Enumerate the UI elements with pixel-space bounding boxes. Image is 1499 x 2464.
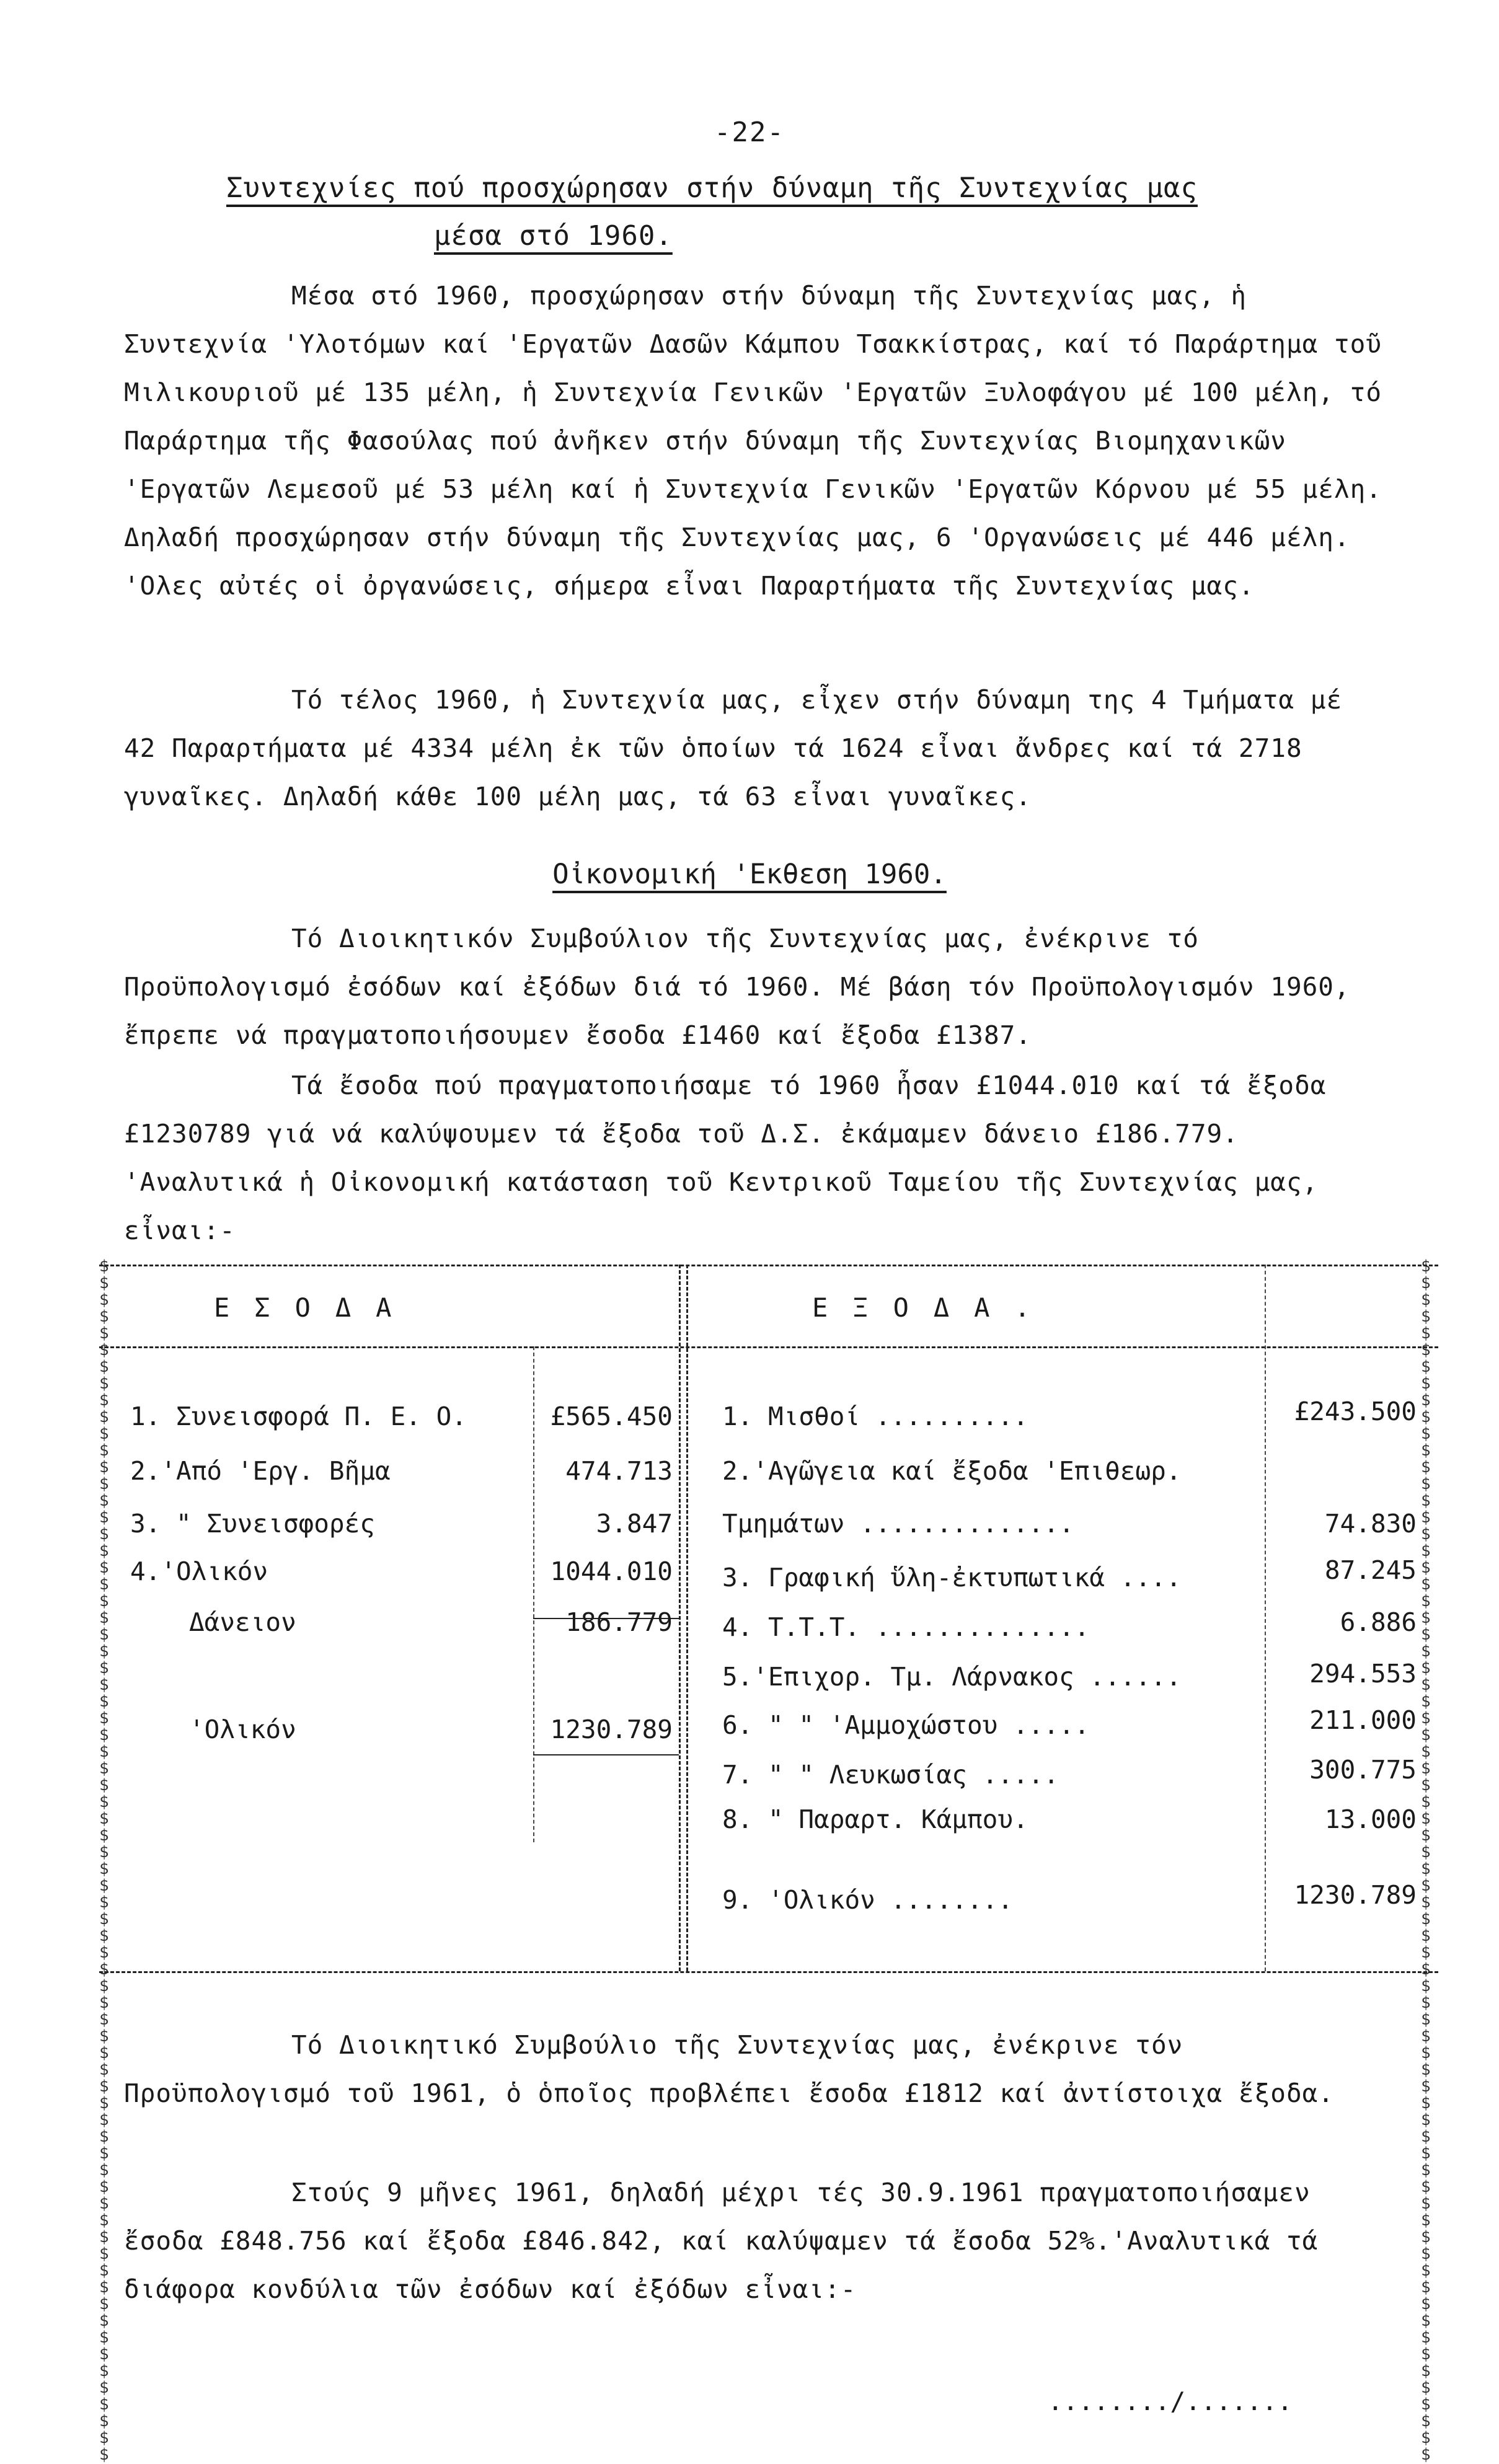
page-number: -22-: [714, 117, 785, 148]
income-amount-divider: [533, 1346, 534, 1842]
expense-amount-divider: [1265, 1265, 1266, 1971]
section-title-line2: μέσα στό 1960.: [434, 220, 673, 252]
expense-amount-1: £243.500: [1294, 1397, 1417, 1426]
paragraph-end-of-year: Τό τέλος 1960, ἡ Συντεχνία μας, εἶχεν στήν δύναμη της 4 Τμήματα μέ 42 Παραρτήματα μέ 4334 μέλη ἐκ τῶν ὁποίων τά 1624 εἶναι ἄνδρες καί τά 2718 γυναῖκες. Δηλαδή κάθε 100 μέλη μας, τά 63 εἶναι γυναῖκες.: [124, 685, 1358, 811]
table-bottom-rule: [99, 1971, 1438, 1973]
income-label-3: 3. " Συνεισφορές: [130, 1509, 375, 1539]
center-divider-1: [679, 1265, 681, 1971]
expense-amount-4: 87.245: [1324, 1555, 1417, 1585]
expense-amount-7: 211.000: [1309, 1705, 1417, 1735]
expense-label-1: 1. Μισθοί ..........: [722, 1402, 1028, 1431]
expense-label-8: 7. " " Λευκωσίας .....: [722, 1760, 1059, 1790]
paragraph-budget-1960: Τό Διοικητικόν Συμβούλιον τῆς Συντεχνίας μας, ἐνέκρινε τό Προϋπολογισμό ἐσόδων καί ἐξόδων διά τό 1960. Μέ βάση τόν Προϋπολογισμόν 1960, ἔπρεπε νά πραγματοποιήσουμεν ἔσοδα £1460 καί ἔξοδα £1387.: [124, 924, 1366, 1050]
header-rule: [99, 1346, 1438, 1348]
paragraph-nine-months-1961: Στούς 9 μῆνες 1961, δηλαδή μέχρι τές 30.9.1961 πραγματοποιήσαμεν ἔσοδα £848.756 καί ἔξοδα £846.842, καί καλύψαμεν τά ἔσοδα 52%.'Αναλυτικά τά διάφορα κονδύλια τῶν ἐσόδων καί ἐξόδων εἶναι:-: [124, 2178, 1334, 2304]
expense-amount-8: 300.775: [1309, 1755, 1417, 1785]
income-amount-1: £565.450: [550, 1402, 673, 1431]
left-border-strip: $ $ $ $ $ $ $ $ $ $ $ $ $ $ $ $ $ $ $ $ $ $ $ $ $ $ $ $ $ $ $ $ $ $ $ $ $ $ $ $ $ $ $ $ $ $ $ $ $ $ $ $ $ $ $ $ $ $ $ $ $ $ $ $ $ $ $ $ $ $ $ $: [99, 1257, 109, 2464]
expense-label-6: 5.'Επιχορ. Τμ. Λάρνακος ......: [722, 1662, 1182, 1692]
expense-amount-9: 13.000: [1324, 1804, 1417, 1834]
income-amount-3: 3.847: [596, 1509, 673, 1539]
income-label-5: Δάνειον: [189, 1607, 296, 1637]
income-amount-2: 474.713: [565, 1456, 673, 1486]
expense-label-10: 9. 'Ολικόν ........: [722, 1885, 1013, 1915]
expense-label-5: 4. Τ.Τ.Τ. ..............: [722, 1612, 1090, 1642]
expense-label-4: 3. Γραφική ὕλη-ἐκτυπωτικά ....: [722, 1563, 1182, 1592]
section-title-line1: Συντεχνίες πού προσχώρησαν στήν δύναμη τῆς Συντεχνίας μας: [226, 172, 1198, 204]
paragraph-actuals-1960: Τά ἔσοδα πού πραγματοποιήσαμε τό 1960 ἦσαν £1044.010 καί τά ἔξοδα £1230789 γιά νά καλύψουμεν τά ἔξοδα τοῦ Δ.Σ. ἐκάμαμεν δάνειο £186.779. 'Αναλυτικά ἡ Οἰκονομική κατάσταση τοῦ Κεντρικοῦ Ταμείου τῆς Συντεχνίας μας, εἶναι:-: [124, 1071, 1343, 1245]
expense-label-3: Τμημάτων ..............: [722, 1509, 1074, 1539]
income-total-rule: [533, 1754, 679, 1755]
expense-amount-6: 294.553: [1309, 1659, 1417, 1689]
income-amount-5: 186.779: [565, 1607, 673, 1637]
expense-label-7: 6. " " 'Αμμοχώστου .....: [722, 1710, 1090, 1740]
expense-header: ΕΞΟΔΑ.: [812, 1292, 1055, 1323]
expense-amount-3: 74.830: [1324, 1509, 1417, 1539]
center-divider-2: [686, 1265, 688, 1971]
income-label-6: 'Ολικόν: [189, 1715, 296, 1744]
paragraph-memberships: Μέσα στό 1960, προσχώρησαν στήν δύναμη τῆς Συντεχνίας μας, ἡ Συντεχνία 'Υλοτόμων καί 'Εργατῶν Δασῶν Κάμπου Τσακκίστρας, καί τό Παράρτημα τοῦ Μιλικουριοῦ μέ 135 μέλη, ἡ Συντεχνία Γενικῶν 'Εργατῶν Ξυλοφάγου μέ 100 μέλη, τό Παράρτημα τῆς Φασούλας πού ἀνῆκεν στήν δύναμη τῆς Συντεχνίας Βιομηχανικῶν 'Εργατῶν Λεμεσοῦ μέ 53 μέλη καί ἡ Συντεχνία Γενικῶν 'Εργατῶν Κόρνου μέ 55 μέλη. Δηλαδή προσχώρησαν στήν δύναμη τῆς Συντεχνίας μας, 6 'Οργανώσεις μέ 446 μέλη. 'Ολες αὐτές οἱ ὀργανώσεις, σήμερα εἶναι Παραρτήματα τῆς Συντεχνίας μας.: [124, 281, 1398, 601]
right-border-strip: $ $ $ $ $ $ $ $ $ $ $ $ $ $ $ $ $ $ $ $ $ $ $ $ $ $ $ $ $ $ $ $ $ $ $ $ $ $ $ $ $ $ $ $ $ $ $ $ $ $ $ $ $ $ $ $ $ $ $ $ $ $ $ $ $ $ $ $ $ $ $ $: [1421, 1257, 1431, 2464]
income-label-2: 2.'Από 'Εργ. Βῆμα: [130, 1456, 391, 1486]
continuation-marker: ......../.......: [1048, 2387, 1293, 2416]
income-label-4: 4.'Ολικόν: [130, 1557, 268, 1586]
income-label-1: 1. Συνεισφορά Π. Ε. Ο.: [130, 1402, 467, 1431]
paragraph-budget-1961: Τό Διοικητικό Συμβούλιο τῆς Συντεχνίας μας, ἐνέκρινε τόν Προϋπολογισμό τοῦ 1961, ὁ ὁποῖος προβλέπει ἔσοδα £1812 καί ἀντίστοιχα ἔξοδα.: [124, 2030, 1334, 2108]
income-amount-6: 1230.789: [550, 1715, 673, 1744]
expense-amount-5: 6.886: [1340, 1607, 1417, 1637]
expense-label-9: 8. " Παραρτ. Κάμπου.: [722, 1804, 1028, 1834]
expense-amount-10: 1230.789: [1294, 1880, 1417, 1910]
table-top-rule: [99, 1265, 1438, 1266]
financial-report-heading: Οἰκονομική 'Εκθεση 1960.: [552, 859, 947, 890]
income-header: ΕΣΟΔΑ: [214, 1292, 417, 1323]
expense-label-2: 2.'Αγῶγεια καί ἔξοδα 'Επιθεωρ.: [722, 1456, 1182, 1486]
income-amount-4: 1044.010: [550, 1557, 673, 1586]
